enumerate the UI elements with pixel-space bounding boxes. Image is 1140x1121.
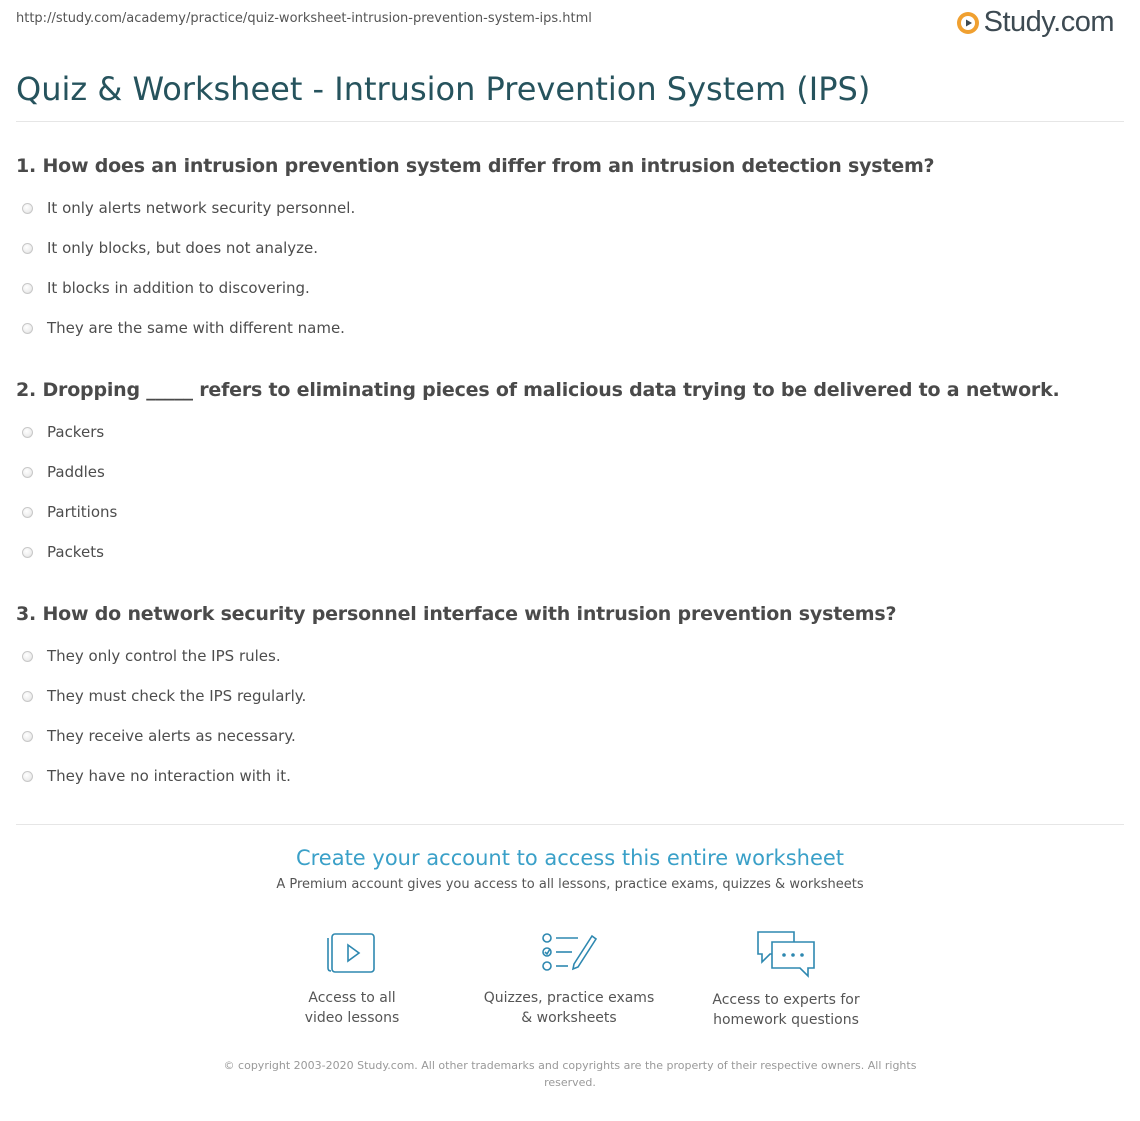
radio-button[interactable] xyxy=(22,651,33,662)
study-logo[interactable] xyxy=(956,6,1114,39)
answer-option[interactable] xyxy=(22,543,104,561)
divider xyxy=(16,121,1124,122)
answer-label: Partitions xyxy=(47,503,118,521)
answer-label: They are the same with different name. xyxy=(47,319,345,337)
radio-button[interactable] xyxy=(22,691,33,702)
radio-button[interactable] xyxy=(22,323,33,334)
answer-option[interactable] xyxy=(22,319,345,337)
promo-subtitle: A Premium account gives you access to all lessons, practice exams, quizzes & worksheets xyxy=(276,877,864,892)
answer-label: Packets xyxy=(47,543,104,561)
answer-label: It only blocks, but does not analyze. xyxy=(47,239,319,257)
radio-button[interactable] xyxy=(22,243,33,254)
feature-quizzes xyxy=(469,928,669,1028)
answer-option[interactable] xyxy=(22,727,296,745)
feature-label-line: homework questions xyxy=(713,1012,859,1028)
answer-option[interactable] xyxy=(22,199,355,217)
answer-option[interactable] xyxy=(22,463,105,481)
answer-label: They only control the IPS rules. xyxy=(47,647,281,665)
radio-button[interactable] xyxy=(22,771,33,782)
answer-label: It only alerts network security personnel. xyxy=(47,199,356,217)
radio-button[interactable] xyxy=(22,731,33,742)
feature-label-line: Access to all xyxy=(308,990,396,1006)
play-circle-icon xyxy=(956,11,980,35)
answer-option[interactable] xyxy=(22,503,117,521)
feature-experts xyxy=(686,928,886,1030)
question-2: 2. Dropping _____ refers to eliminating pieces of malicious data trying to be delivered to a network. xyxy=(16,379,1060,401)
copyright-text: © copyright 2003-2020 Study.com. All other trademarks and copyrights are the property of their respective owners. All rights reserved. xyxy=(223,1059,917,1089)
feature-label-line: Quizzes, practice exams xyxy=(483,990,655,1006)
answer-label: They must check the IPS regularly. xyxy=(47,687,307,705)
feature-label-line: & worksheets xyxy=(521,1010,617,1026)
answer-option[interactable] xyxy=(22,687,306,705)
quiz-checklist-icon xyxy=(540,928,598,976)
radio-button[interactable] xyxy=(22,427,33,438)
question-3: 3. How do network security personnel interface with intrusion prevention systems? xyxy=(16,603,897,625)
radio-button[interactable] xyxy=(22,283,33,294)
answer-option[interactable] xyxy=(22,239,318,257)
radio-button[interactable] xyxy=(22,547,33,558)
answer-option[interactable] xyxy=(22,279,310,297)
answer-option[interactable] xyxy=(22,767,291,785)
feature-label-line: video lessons xyxy=(304,1010,400,1026)
question-1: 1. How does an intrusion prevention system differ from an intrusion detection system? xyxy=(16,155,935,177)
video-lessons-icon xyxy=(326,928,378,976)
feature-video-lessons xyxy=(252,928,452,1028)
feature-label-line: Access to experts for xyxy=(712,992,860,1008)
answer-label: It blocks in addition to discovering. xyxy=(47,279,310,297)
radio-button[interactable] xyxy=(22,507,33,518)
divider xyxy=(16,824,1124,825)
create-account-link[interactable]: Create your account to access this entire worksheet xyxy=(295,846,845,870)
answer-label: They have no interaction with it. xyxy=(47,767,291,785)
answer-option[interactable] xyxy=(22,423,104,441)
answer-label: Paddles xyxy=(47,463,105,481)
page-url: http://study.com/academy/practice/quiz-worksheet-intrusion-prevention-system-ips.html xyxy=(16,11,592,26)
page-title: Quiz & Worksheet - Intrusion Prevention System (IPS) xyxy=(16,70,871,108)
answer-label: Packers xyxy=(47,423,105,441)
logo-text: Study.com xyxy=(983,6,1114,38)
answer-option[interactable] xyxy=(22,647,281,665)
radio-button[interactable] xyxy=(22,467,33,478)
radio-button[interactable] xyxy=(22,203,33,214)
chat-bubbles-icon xyxy=(754,928,818,978)
answer-label: They receive alerts as necessary. xyxy=(47,727,296,745)
